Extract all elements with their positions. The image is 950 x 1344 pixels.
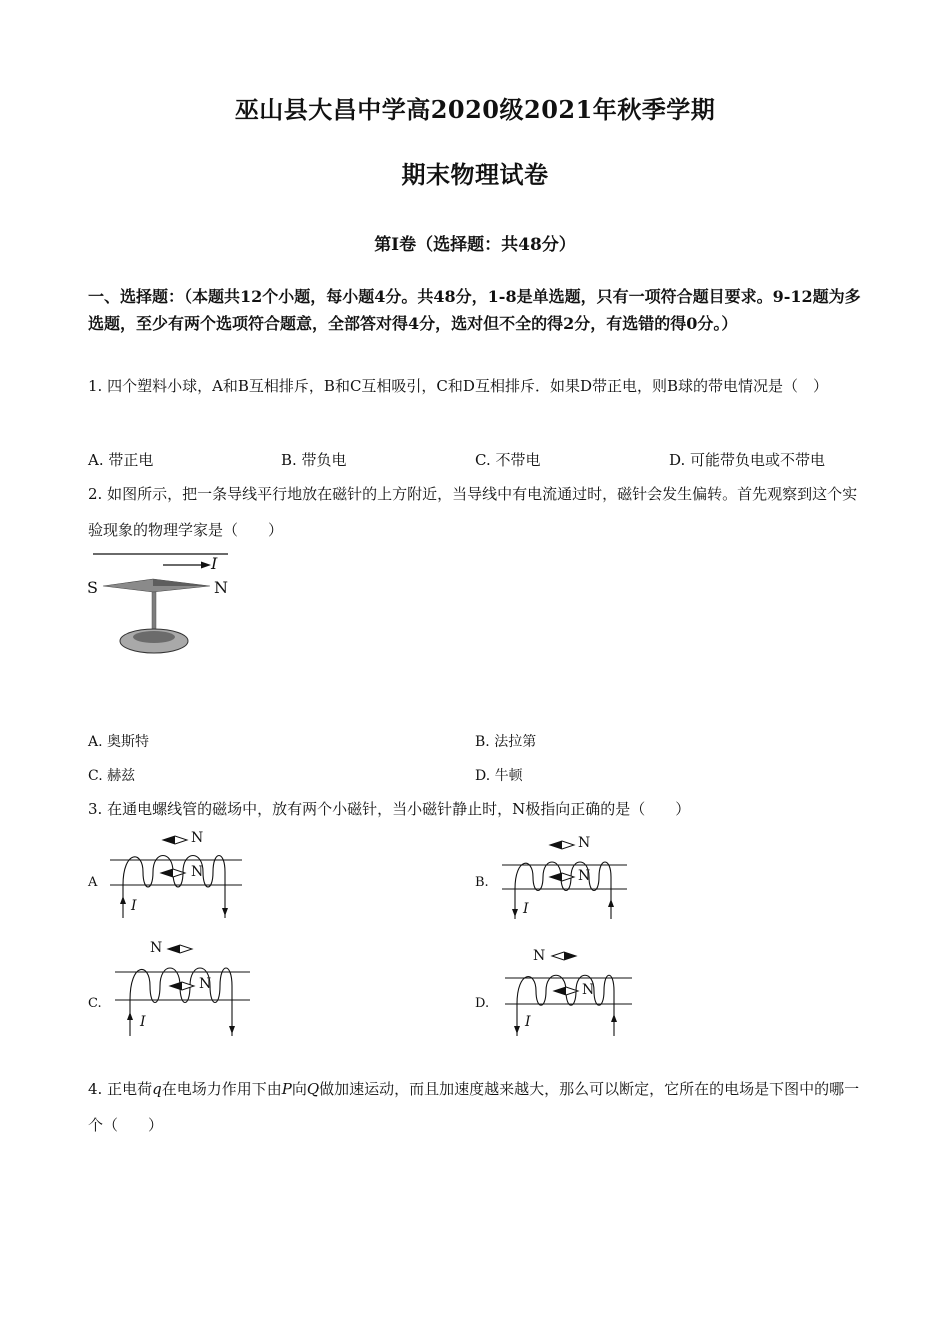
north-label: N <box>150 940 163 956</box>
q2-option-d[interactable]: D. 牛顿 <box>475 768 523 784</box>
solenoid-a-diagram <box>105 830 250 922</box>
solenoid-b-diagram <box>497 835 637 923</box>
q3-option-a-label[interactable]: A <box>88 875 98 890</box>
q1-option-d[interactable]: D. 可能带负电或不带电 <box>669 451 826 469</box>
q2-option-c[interactable]: C. 赫兹 <box>88 768 136 784</box>
q3-option-b-label[interactable]: B. <box>475 875 489 890</box>
south-pole-label: S <box>87 578 98 597</box>
q3-option-c-label[interactable]: C. <box>88 996 102 1011</box>
current-label: I <box>131 898 137 914</box>
current-label: I <box>211 554 218 573</box>
north-label: N <box>582 982 595 998</box>
q2-option-a[interactable]: A. 奥斯特 <box>88 734 150 750</box>
solenoid-d-diagram <box>500 948 640 1040</box>
section-heading: 第Ⅰ卷（选择题：共48分） <box>374 235 576 255</box>
question-4-stem: 4. 正电荷q在电场力作用下由P向Q做加速运动，而且加速度越来越大，那么可以断定，它所在的电场是下图中的哪一个（ ） <box>88 1080 860 1134</box>
q3-solenoid-c[interactable] <box>110 940 255 1040</box>
q3-solenoid-a[interactable] <box>105 830 250 922</box>
current-label: I <box>525 1014 531 1030</box>
exam-subtitle: 期末物理试卷 <box>401 160 549 189</box>
q2-option-b[interactable]: B. 法拉第 <box>475 734 537 750</box>
q3-option-d-label[interactable]: D. <box>475 996 490 1011</box>
north-label: N <box>199 976 212 992</box>
q1-option-b[interactable]: B. 带负电 <box>281 451 347 469</box>
q3-solenoid-d[interactable] <box>500 948 640 1040</box>
north-pole-label: N <box>214 578 228 597</box>
north-label: N <box>191 830 204 846</box>
question-1-stem: 1. 四个塑料小球，A和B互相排斥，B和C互相吸引，C和D互相排斥．如果D带正电，则B球的带电情况是（ ） <box>88 377 828 395</box>
current-label: I <box>523 901 529 917</box>
north-label: N <box>578 835 591 851</box>
question-2-stem: 2. 如图所示，把一条导线平行地放在磁针的上方附近，当导线中有电流通过时，磁针会发生偏转。首先观察到这个实验现象的物理学家是（ ） <box>88 485 858 539</box>
q1-option-c[interactable]: C. 不带电 <box>475 451 541 469</box>
question-3-stem: 3. 在通电螺线管的磁场中，放有两个小磁针，当小磁针静止时，N极指向正确的是（ ） <box>88 800 691 818</box>
q3-solenoid-b[interactable] <box>497 835 637 923</box>
section-instructions: 一、选择题：（本题共12个小题，每小题4分。共48分，1-8是单选题，只有一项符合题目要求。9-12题为多选题，至少有两个选项符合题意，全部答对得4分，选对但不全的得2分，有选错的得0分。） <box>88 287 861 333</box>
compass-wire-figure <box>85 548 245 668</box>
q1-option-a[interactable]: A. 带正电 <box>88 451 154 469</box>
compass-diagram <box>85 548 245 668</box>
north-label: N <box>533 948 546 964</box>
north-label: N <box>191 864 204 880</box>
current-label: I <box>140 1014 146 1030</box>
solenoid-c-diagram <box>110 940 255 1040</box>
exam-title: 巫山县大昌中学高2020级2021年秋季学期 <box>234 95 716 124</box>
north-label: N <box>578 868 591 884</box>
